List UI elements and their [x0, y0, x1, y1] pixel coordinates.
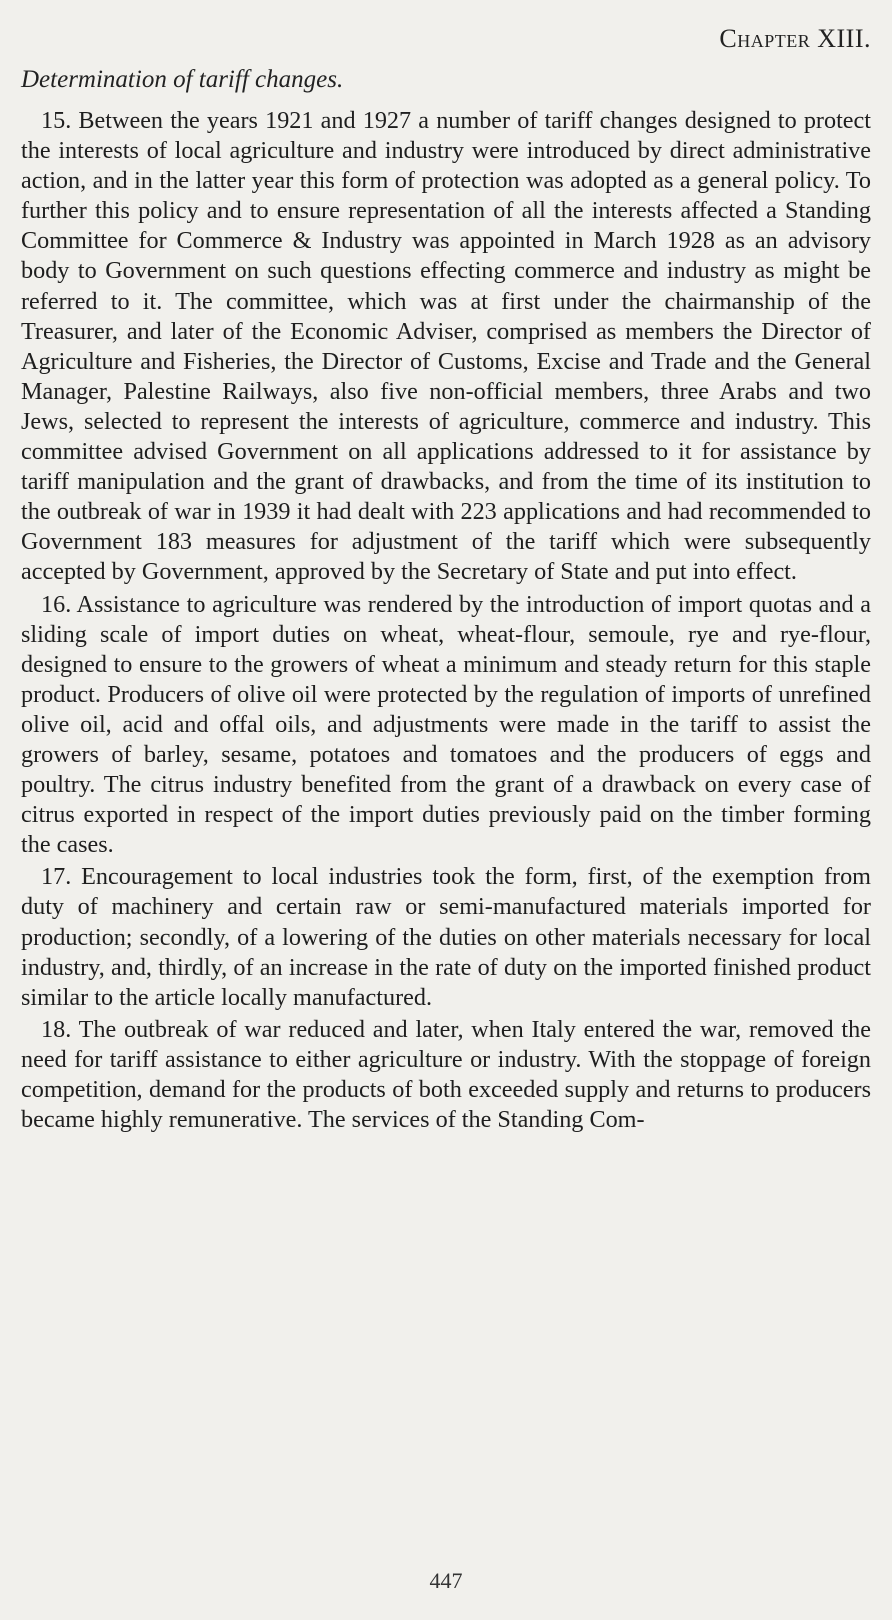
section-heading: Determination of tariff changes. — [21, 66, 344, 93]
paragraph-16: 16. Assistance to agriculture was rendered by the introduction of import quotas and a sliding scale of import duties on wheat, wheat-flour, semoule, rye and rye-flour, designed to ensure to the growers of wheat a minimum and steady return for this staple product. Producers of olive oil were protected by the regulation of imports of unrefined olive oil, acid and offal oils, and adjustments were made in the tariff to assist the growers of barley, sesame, potatoes and tomatoes and the producers of eggs and poultry. The citrus industry benefited from the grant of a drawback on every case of citrus exported in respect of the import duties previously paid on the timber forming the cases. — [21, 590, 871, 859]
page-number: 447 — [429, 1568, 463, 1593]
paragraph-18: 18. The outbreak of war reduced and later, when Italy entered the war, removed the need for tariff assistance to either agriculture or industry. With the stoppage of foreign competition, demand for the products of both exceeded supply and returns to producers became highly remunerative. The services of the Standing Com- — [21, 1015, 871, 1134]
paragraph-15: 15. Between the years 1921 and 1927 a number of tariff changes designed to protect the interests of local agriculture and industry were introduced by direct administrative action, and in the latter year this form of protection was adopted as a general policy. To further this policy and to ensure representation of all the interests affected a Standing Committee for Commerce & Industry was appointed in March 1928 as an advisory body to Government on such questions effecting commerce and industry as might be referred to it. The committee, which was at first under the chairmanship of the Treasurer, and later of the Economic Adviser, comprised as members the Director of Agriculture and Fisheries, the Director of Customs, Excise and Trade and the General Manager, Palestine Railways, also five non-official members, three Arabs and two Jews, selected to represent the interests of agriculture, commerce and industry. This committee advised Government on all applications addressed to it for assistance by tariff manipulation and the grant of drawbacks, and from the time of its institution to the outbreak of war in 1939 it had dealt with 223 applications and had recommended to Government 183 measures for adjustment of the tariff which were subsequently accepted by Government, approved by the Secretary of State and put into effect. — [21, 107, 871, 586]
document-page — [21, 18, 871, 1608]
paragraph-17: 17. Encouragement to local industries took the form, first, of the exemption from duty of machinery and certain raw or semi-manufactured materials imported for production; secondly, of a lowering of the duties on other materials necessary for local industry, and, thirdly, of an increase in the rate of duty on the imported finished product similar to the article locally manufactured. — [21, 863, 871, 1011]
body-text — [21, 106, 871, 1135]
chapter-header: Chapter XIII. — [719, 24, 871, 53]
